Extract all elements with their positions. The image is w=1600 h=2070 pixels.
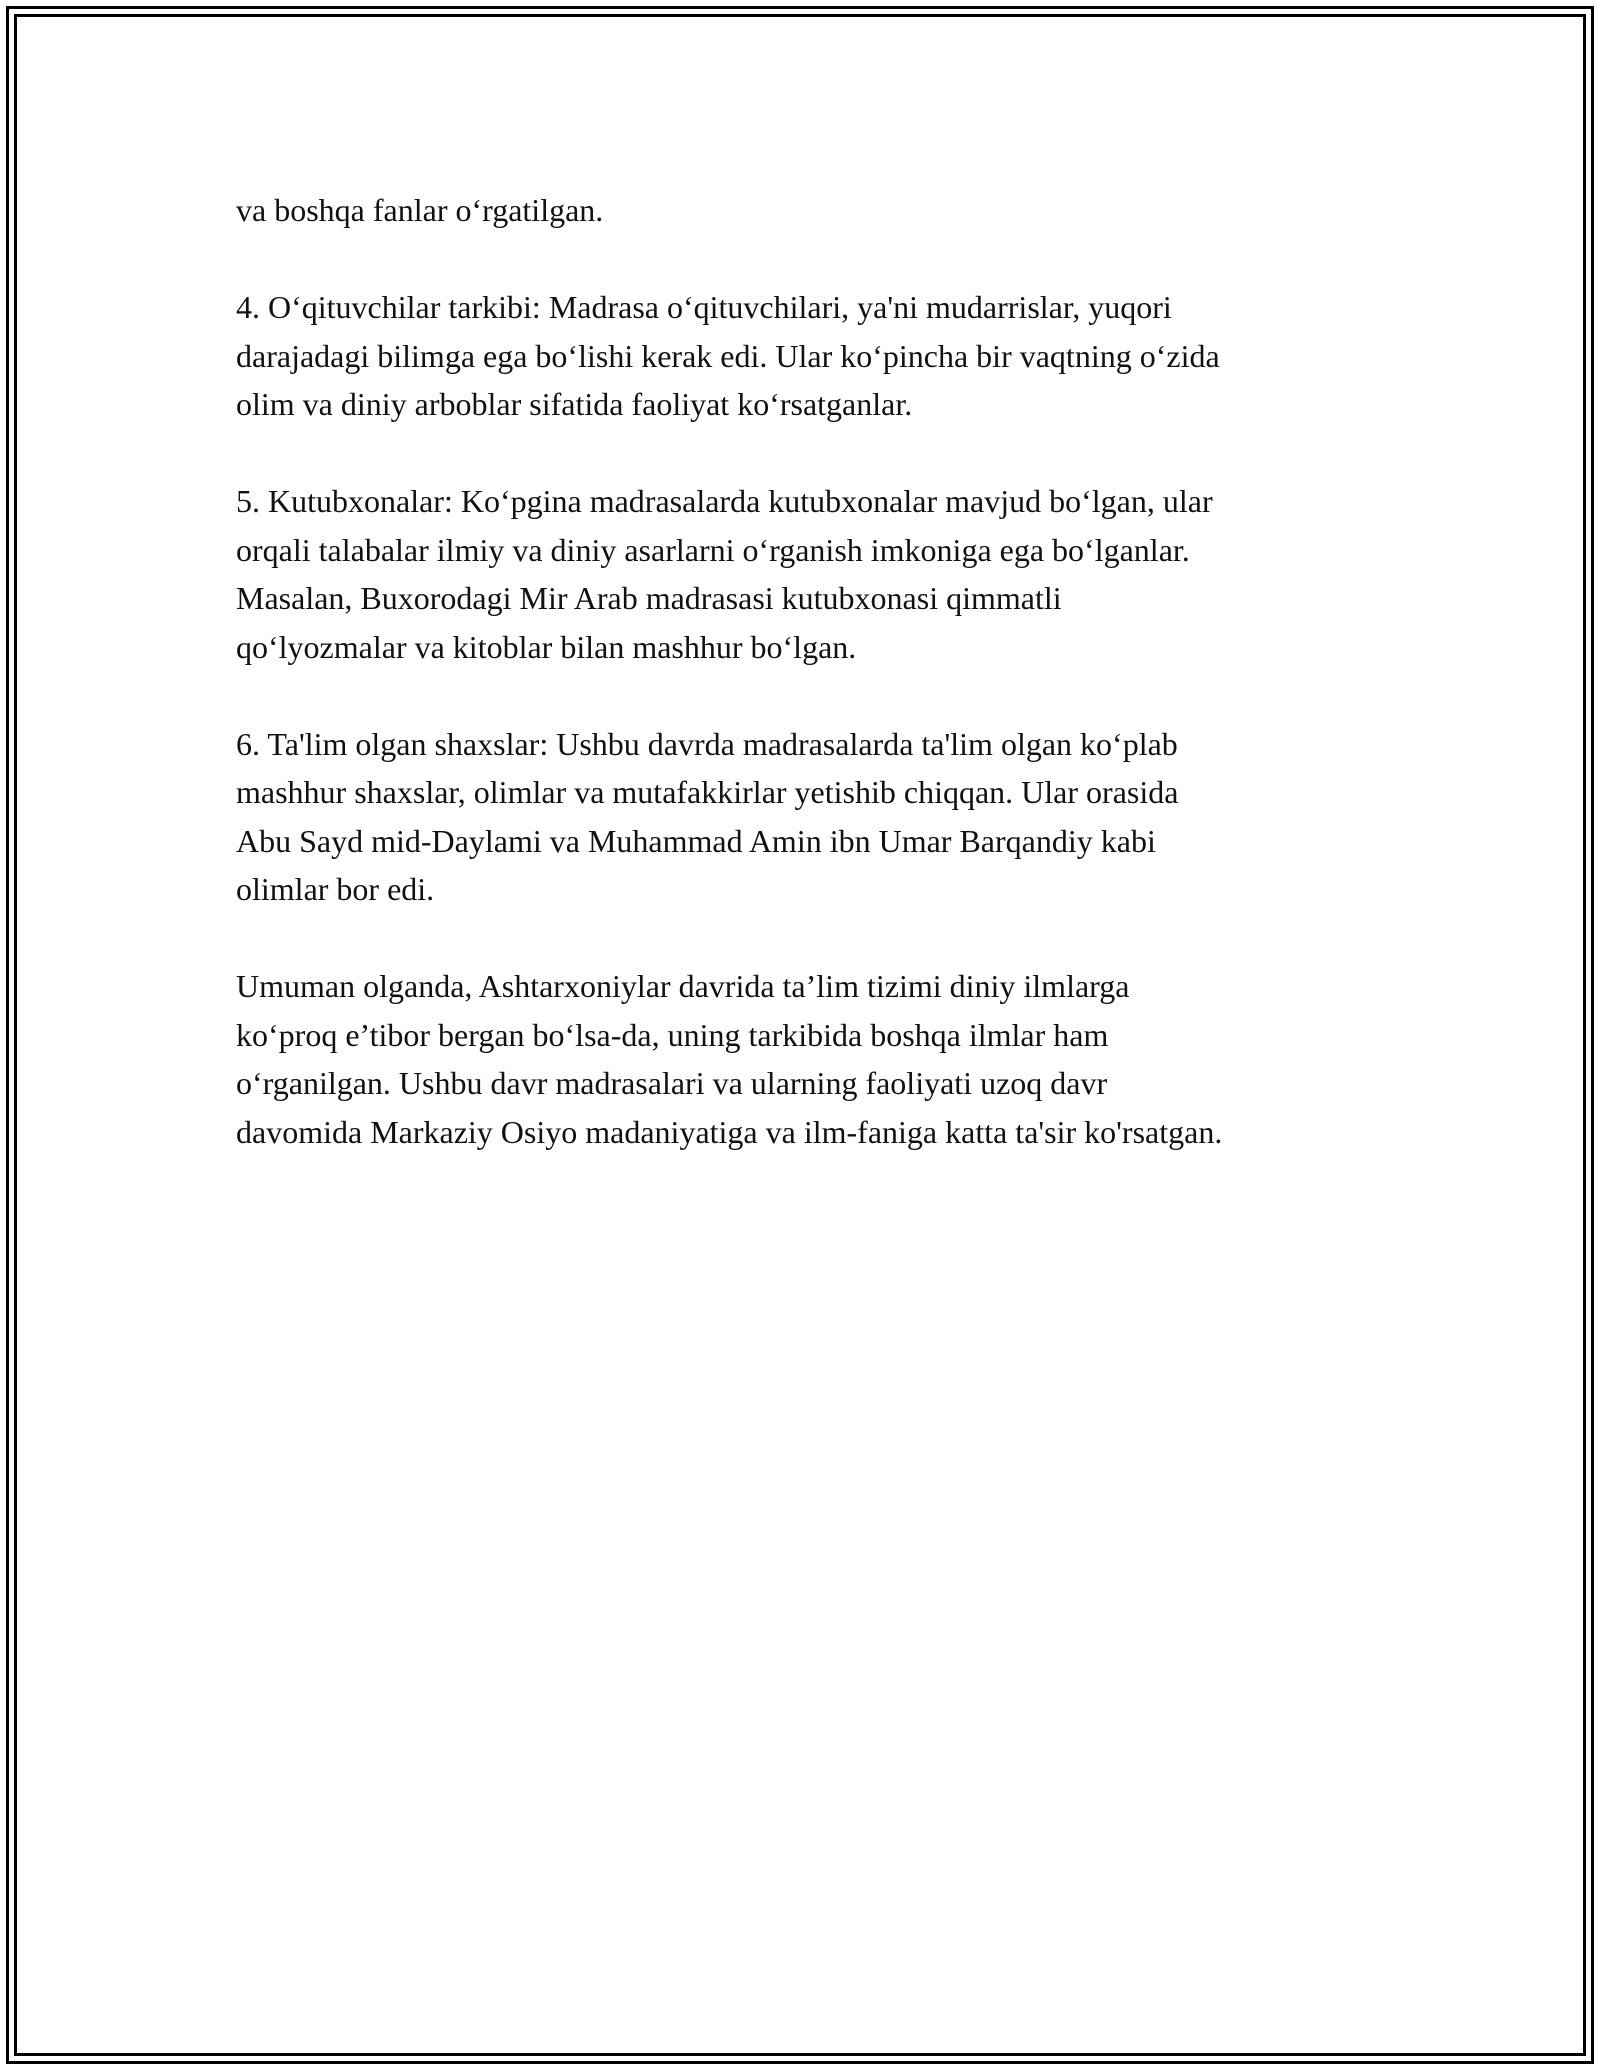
text-line: va boshqa fanlar o‘rgatilgan.: [236, 192, 604, 228]
text-line: darajadagi bilimga ega bo‘lishi kerak edi. Ular ko‘pincha bir vaqtning o‘zida: [236, 337, 1220, 374]
text-line: olimlar bor edi.: [236, 871, 435, 907]
text-line: olim va diniy arboblar sifatida faoliyat ko‘rsatganlar.: [236, 386, 913, 422]
paragraph-teachers: [236, 283, 1376, 429]
text-line: davomida Markaziy Osiyo madaniyatiga va ilm-faniga katta ta'sir ko'rsatgan.: [236, 1113, 1223, 1150]
paragraph-libraries: [236, 477, 1376, 671]
text-line: 5. Kutubxonalar: Ko‘pgina madrasalarda kutubxonalar mavjud bo‘lgan, ular: [236, 483, 1213, 519]
text-line: ko‘proq e’tibor bergan bo‘lsa-da, uning tarkibida boshqa ilmlar ham: [236, 1016, 1109, 1053]
text-line: Masalan, Buxorodagi Mir Arab madrasasi kutubxonasi qimmatli: [236, 580, 1062, 616]
text-line: qo‘lyozmalar va kitoblar bilan mashhur bo‘lgan.: [236, 628, 857, 665]
text-line: Umuman olganda, Ashtarxoniylar davrida ta’lim tizimi diniy ilmlarga: [236, 968, 1130, 1004]
text-line: o‘rganilgan. Ushbu davr madrasalari va ularning faoliyati uzoq davr: [236, 1065, 1108, 1101]
paragraph-educated-persons: [236, 720, 1376, 914]
paragraph-conclusion: [236, 962, 1376, 1156]
text-line: 6. Ta'lim olgan shaxslar: Ushbu davrda madrasalarda ta'lim olgan ko‘plab: [236, 725, 1178, 762]
text-line: mashhur shaxslar, olimlar va mutafakkirlar yetishib chiqqan. Ular orasida: [236, 774, 1179, 810]
paragraph-subjects-continuation: [236, 186, 1376, 235]
text-line: orqali talabalar ilmiy va diniy asarlarni o‘rganish imkoniga ega bo‘lganlar.: [236, 531, 1190, 568]
text-line: Abu Sayd mid-Daylami va Muhammad Amin ibn Umar Barqandiy kabi: [236, 822, 1156, 859]
text-line: 4. O‘qituvchilar tarkibi: Madrasa o‘qituvchilari, ya'ni mudarrislar, yuqori: [236, 289, 1172, 325]
document-body: [236, 186, 1376, 1205]
